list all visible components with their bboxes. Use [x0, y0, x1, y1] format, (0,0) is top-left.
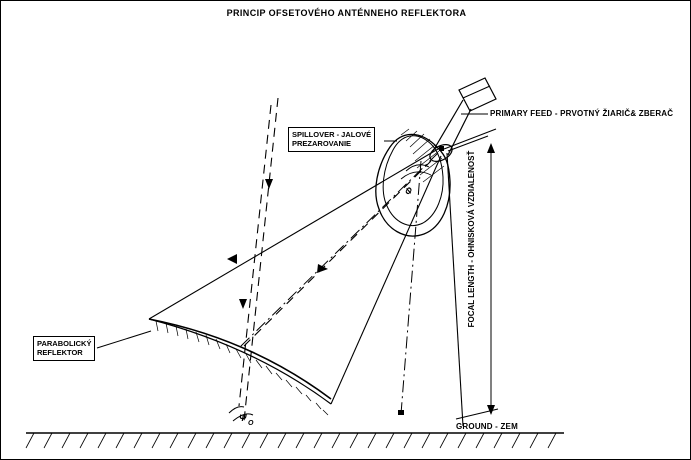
label-angle-psi: Ψ [239, 413, 247, 423]
label-ground: GROUND - ZEM [456, 422, 518, 431]
label-primary-feed: PRIMARY FEED - PRVOTNÝ ŽIARIČ& ZBERAČ [490, 109, 674, 118]
label-parabolic-line1: PARABOLICKÝ [37, 339, 92, 348]
page-title: PRINCIP OFSETOVÉHO ANTÉNNEHO REFLEKTORA [226, 8, 467, 18]
diagram-drawing [1, 1, 691, 460]
label-parabolic-line2: REFLEKTOR [37, 348, 83, 358]
label-spillover [288, 127, 375, 152]
label-parabolic-reflector [33, 336, 95, 361]
label-spillover-line1: SPILLOVER - JALOVÉ [292, 130, 372, 139]
parabolic-reflector [149, 319, 331, 415]
label-angle-psi-subscript: O [248, 420, 254, 427]
label-spillover-line2: PREZAROVANIE [292, 139, 352, 149]
ray-lines [149, 136, 488, 426]
label-focal-length: FOCAL LENGTH - OHNISKOVÁ VZDIALENOSŤ [467, 150, 476, 328]
ground-line-group [26, 433, 564, 448]
label-angle-phi: Φ [402, 185, 415, 197]
